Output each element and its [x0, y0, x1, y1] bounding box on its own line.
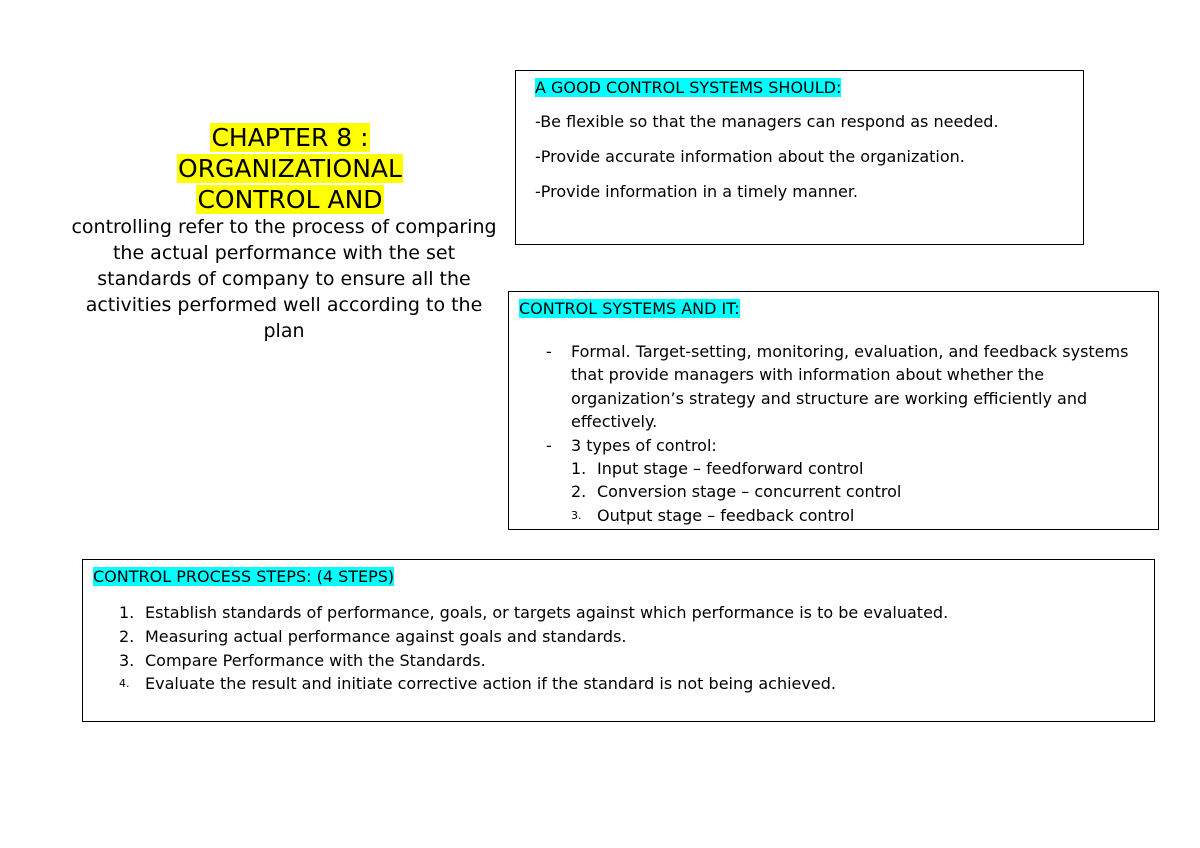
control-systems-heading: CONTROL SYSTEMS AND IT: [519, 299, 740, 318]
good-control-line-3: -Provide information in a timely manner. [535, 182, 859, 201]
types-of-control-intro: 3 types of control: [571, 435, 717, 455]
list-item [571, 504, 1146, 527]
control-type-text: Output stage – feedback control [597, 505, 855, 525]
process-step-text: Establish standards of performance, goals, or targets against which performance is to be evaluated. [145, 603, 949, 622]
dash-bullet: - [546, 435, 552, 455]
good-control-systems-box [515, 70, 1084, 245]
control-type-text: Conversion stage – concurrent control [597, 482, 902, 502]
process-steps-heading: CONTROL PROCESS STEPS: (4 STEPS) [93, 567, 395, 586]
control-systems-list [519, 340, 1158, 527]
control-types-list [571, 457, 1146, 527]
chapter-title-line-2: ORGANIZATIONAL [178, 154, 402, 183]
chapter-title-line-1: CHAPTER 8 : [211, 123, 369, 152]
list-item [93, 649, 1154, 673]
process-step-text: Compare Performance with the Standards. [145, 650, 486, 670]
good-control-line-1: -Be flexible so that the managers can respond as needed. [535, 112, 999, 131]
list-number: 1. [571, 459, 587, 479]
list-item [519, 434, 1146, 528]
list-number: 3. [119, 650, 135, 670]
chapter-title [150, 122, 430, 214]
process-step-text: Evaluate the result and initiate corrective action if the standard is not being achieved. [145, 674, 836, 694]
list-item [519, 340, 1146, 434]
process-steps-list [93, 601, 1154, 696]
list-item [93, 672, 1154, 696]
list-number: 2. [571, 482, 587, 502]
control-systems-it-box [508, 291, 1159, 530]
list-item [571, 457, 1146, 480]
list-item [571, 480, 1146, 503]
controlling-definition: controlling refer to the process of comparing the actual performance with the set standards of company to ensure all the activities performed well according to the plan [71, 216, 497, 342]
control-process-steps-box [82, 559, 1155, 722]
process-step-text: Measuring actual performance against goals and standards. [145, 626, 627, 646]
list-number: 1. [119, 603, 135, 622]
list-number: 2. [119, 626, 135, 646]
list-item [93, 625, 1154, 649]
list-item [93, 601, 1154, 625]
chapter-title-line-3: CONTROL AND [197, 185, 383, 214]
control-type-text: Input stage – feedforward control [597, 459, 864, 479]
dash-bullet: - [546, 342, 552, 361]
list-number: 3. [571, 508, 582, 522]
formal-control-text: Formal. Target-setting, monitoring, evaluation, and feedback systems that provide managers with information about whether the organization’s strategy and structure are working efficiently and effectively. [571, 342, 1129, 432]
good-control-heading: A GOOD CONTROL SYSTEMS SHOULD: [535, 78, 842, 97]
good-control-line-2: -Provide accurate information about the organization. [535, 147, 965, 166]
list-number: 4. [119, 677, 130, 691]
